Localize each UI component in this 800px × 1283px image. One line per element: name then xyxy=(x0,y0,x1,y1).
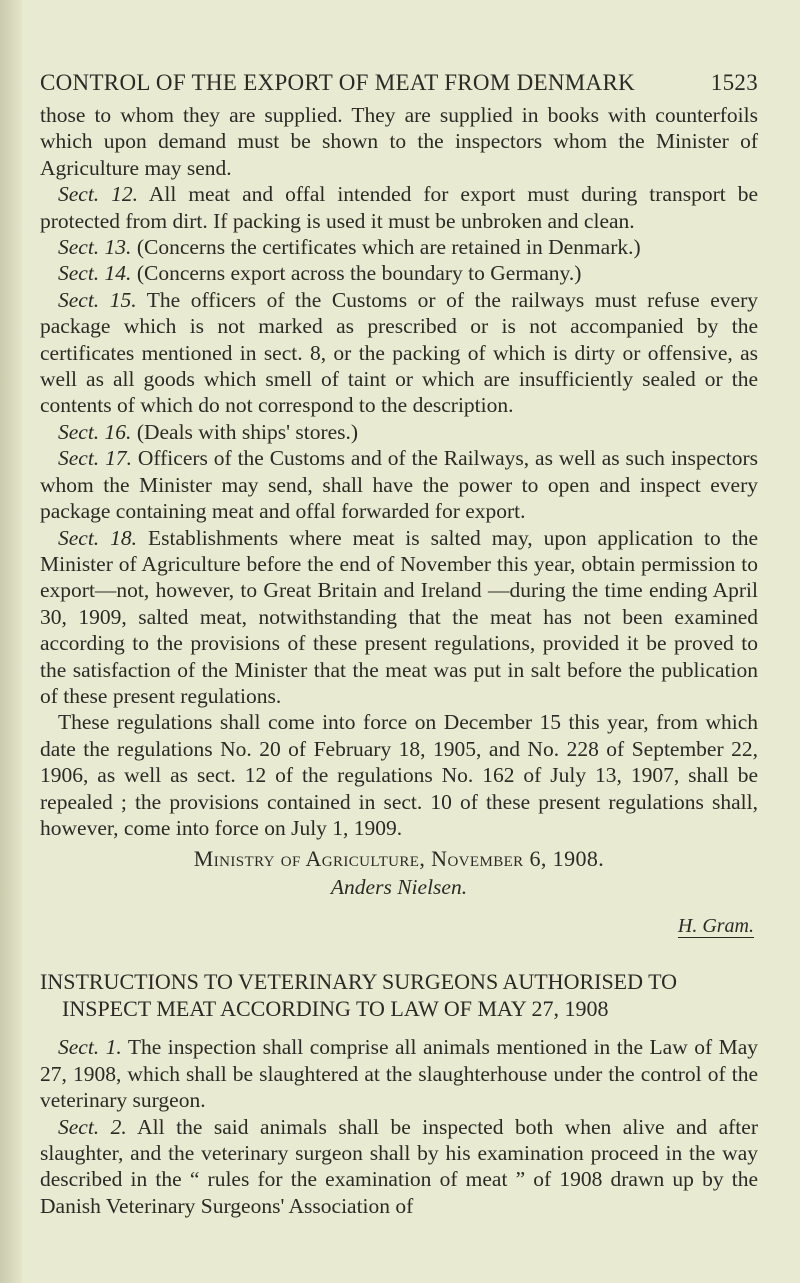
paragraph-0 xyxy=(40,102,758,181)
section-label: Sect. 12. xyxy=(58,182,139,207)
section-label: Sect. 14. xyxy=(58,261,132,286)
signatory-name: Anders Nielsen. xyxy=(330,875,468,900)
countersignature-name: H. Gram. xyxy=(677,915,754,938)
paragraph-text: All meat and offal intended for export must during transport be protected from dirt. If packing is used it must be unbroken and clean. xyxy=(40,182,758,233)
paragraph-sect-12 xyxy=(40,181,758,234)
paragraph-sect-18 xyxy=(40,525,758,710)
instruction-sect-1 xyxy=(40,1034,758,1113)
page-spine-shadow xyxy=(0,0,22,1283)
instructions-heading-line2: INSPECT MEAT ACCORDING TO LAW OF MAY 27, 1908 xyxy=(62,996,609,1022)
paragraph-text: These regulations shall come into force on December 15 this year, from which date the regulations No. 20 of February 18, 1905, and No. 228 of September 22, 1906, as well as sect. 12 of the regulations No. 162 of July 13, 1907, shall be repealed ; the provisions contained in sect. 10 of these present regulations shall, however, come into force on July 1, 1909. xyxy=(40,710,758,840)
paragraph-text: (Concerns the certificates which are retained in Denmark.) xyxy=(131,235,641,260)
section-label: Sect. 13. xyxy=(58,235,132,260)
section-label: Sect. 18. xyxy=(58,525,138,550)
paragraph-text: The inspection shall comprise all animals mentioned in the Law of May 27, 1908, which shall be slaughtered at the slaughterhouse under the control of the veterinary surgeon. xyxy=(40,1035,758,1113)
regulations-text xyxy=(40,102,758,841)
paragraph-text: those to whom they are supplied. They are supplied in books with counterfoils which upon demand must be shown to the inspectors whom the Minister of Agriculture may send. xyxy=(40,103,758,180)
section-label: Sect. 16. xyxy=(58,419,132,444)
running-head xyxy=(40,70,758,96)
section-label: Sect. 2. xyxy=(58,1114,127,1139)
instructions-heading xyxy=(40,968,758,1022)
paragraph-effective-date xyxy=(40,709,758,841)
instruction-sect-2 xyxy=(40,1114,758,1220)
paragraph-text: Establishments where meat is salted may, upon application to the Minister of Agriculture before the end of November this year, obtain permission to export—not, however, to Great Britain and Ireland —during the time ending April 30, 1909, salted meat, notwithstanding that the meat has not been examined according to the provisions of these present regulations, provided it be proved to the satisfaction of the Minister that the meat was put in salt before the publication of these present regulations. xyxy=(40,525,758,708)
paragraph-text: The officers of the Customs or of the railways must refuse every package which is not marked as prescribed or is not accompanied by the certificates mentioned in sect. 8, or the packing of which is dirty or offensive, as well as all goods which smell of taint or which are insufficiently sealed or the contents of which do not correspond to the description. xyxy=(40,287,758,418)
paragraph-sect-14 xyxy=(40,260,758,286)
paragraph-sect-15 xyxy=(40,287,758,419)
section-label: Sect. 1. xyxy=(58,1035,122,1060)
paragraph-text: All the said animals shall be inspected both when alive and after slaughter, and the veterinary surgeon shall by his examination proceed in the way described in the “ rules for the examination of meat ” of 1908 drawn up by the Danish Veterinary Surgeons' Association of xyxy=(40,1114,758,1218)
ministry-date-line: Ministry of Agriculture, November 6, 1908. xyxy=(193,846,605,872)
paragraph-text: (Deals with ships' stores.) xyxy=(131,419,359,444)
paragraph-text: Officers of the Customs and of the Railways, as well as such inspectors whom the Minister may send, shall have the power to open and inspect every package containing meat and offal forwarded for export. xyxy=(40,446,758,524)
section-label: Sect. 15. xyxy=(58,287,137,312)
paragraph-sect-17 xyxy=(40,445,758,524)
paragraph-sect-13 xyxy=(40,234,758,260)
section-label: Sect. 17. xyxy=(58,446,132,471)
instructions-heading-line1: INSTRUCTIONS TO VETERINARY SURGEONS AUTHORISED TO xyxy=(40,969,678,995)
signature-block xyxy=(40,845,758,938)
countersignature xyxy=(40,915,758,938)
page-number: 1523 xyxy=(710,70,758,95)
book-page xyxy=(40,70,758,1219)
paragraph-sect-16 xyxy=(40,419,758,445)
running-head-title: CONTROL OF THE EXPORT OF MEAT FROM DENMARK xyxy=(40,70,636,95)
instructions-text xyxy=(40,1034,758,1219)
paragraph-text: (Concerns export across the boundary to Germany.) xyxy=(131,261,582,286)
